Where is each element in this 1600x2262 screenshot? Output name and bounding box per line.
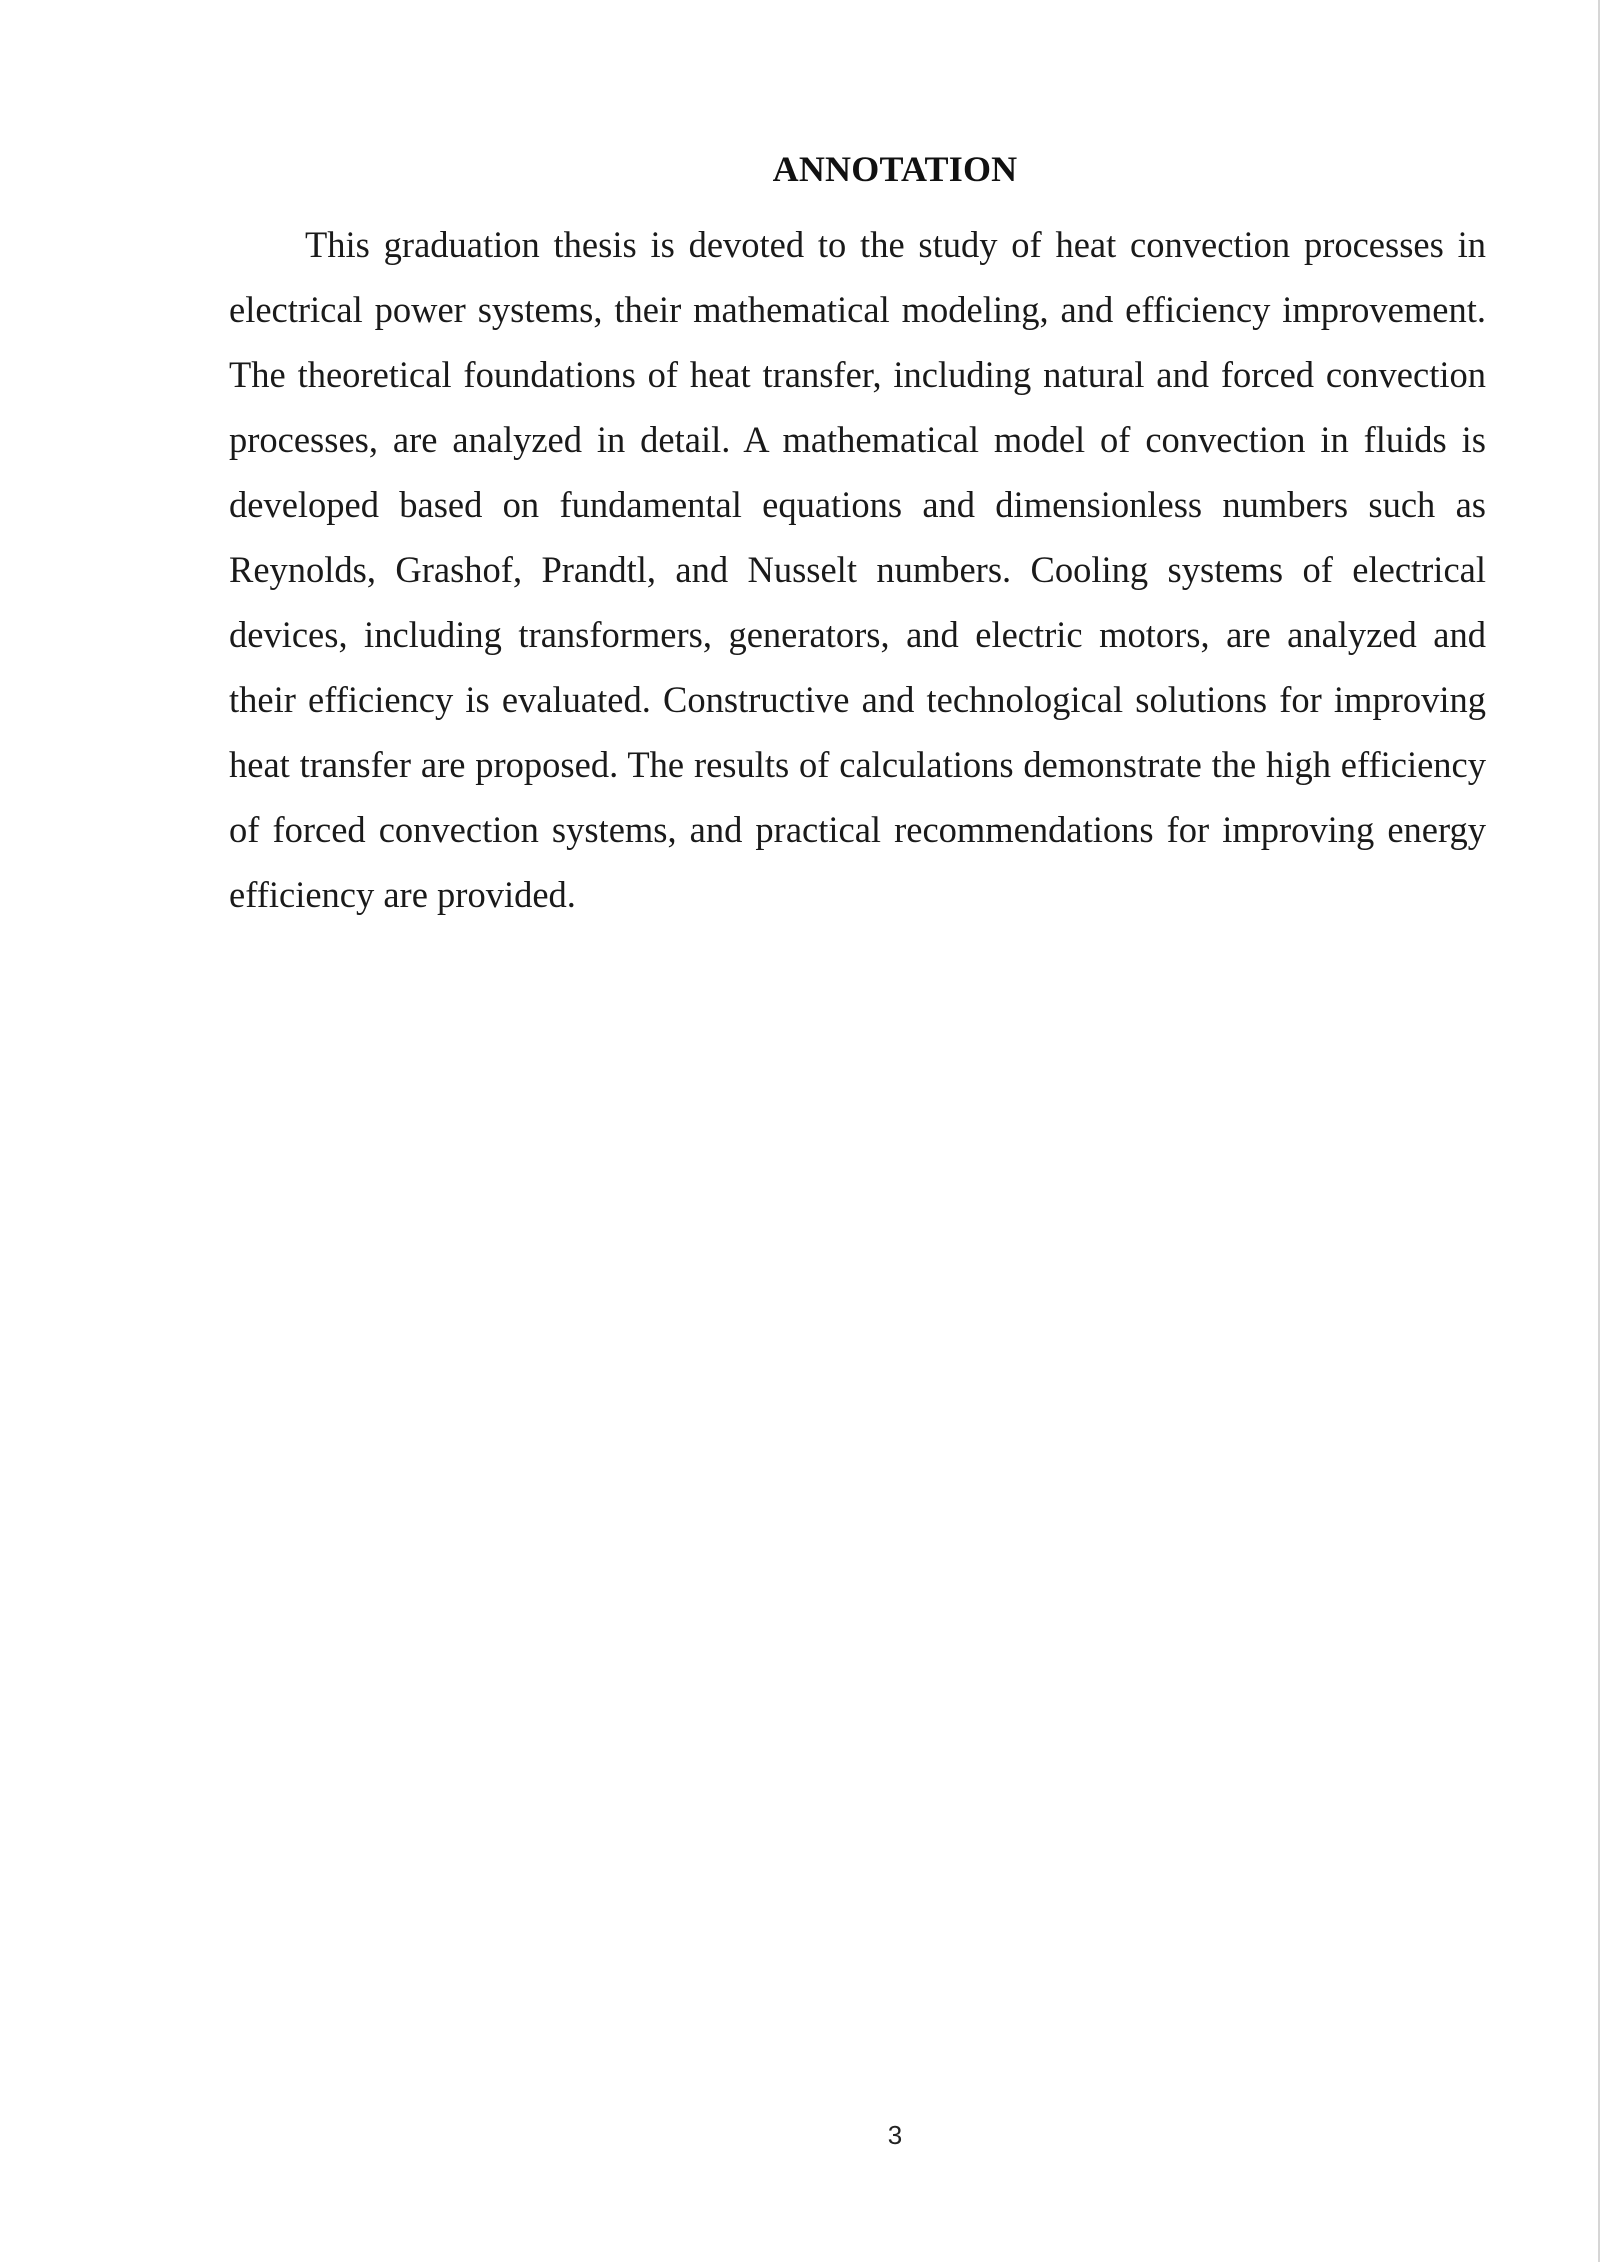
annotation-paragraph: This graduation thesis is devoted to the study of heat convection processes in electrical power systems, their mathematical modeling, and efficiency improvement. The theoretical foundations of heat transfer, including natural and forced convection processes, are analyzed in detail. A mathematical model of convection in fluids is developed based on fundamental equations and dimensionless numbers such as Reynolds, Grashof, Prandtl, and Nusselt numbers. Cooling systems of electrical devices, including transformers, generators, and electric motors, are analyzed and their efficiency is evaluated. Constructive and technological solutions for improving heat transfer are proposed. The results of calculations demonstrate the high efficiency of forced convection systems, and practical recommendations for improving energy efficiency are provided. bbox=[229, 224, 1486, 915]
page-number: 3 bbox=[887, 2120, 903, 2150]
annotation-heading: ANNOTATION bbox=[772, 149, 1018, 189]
